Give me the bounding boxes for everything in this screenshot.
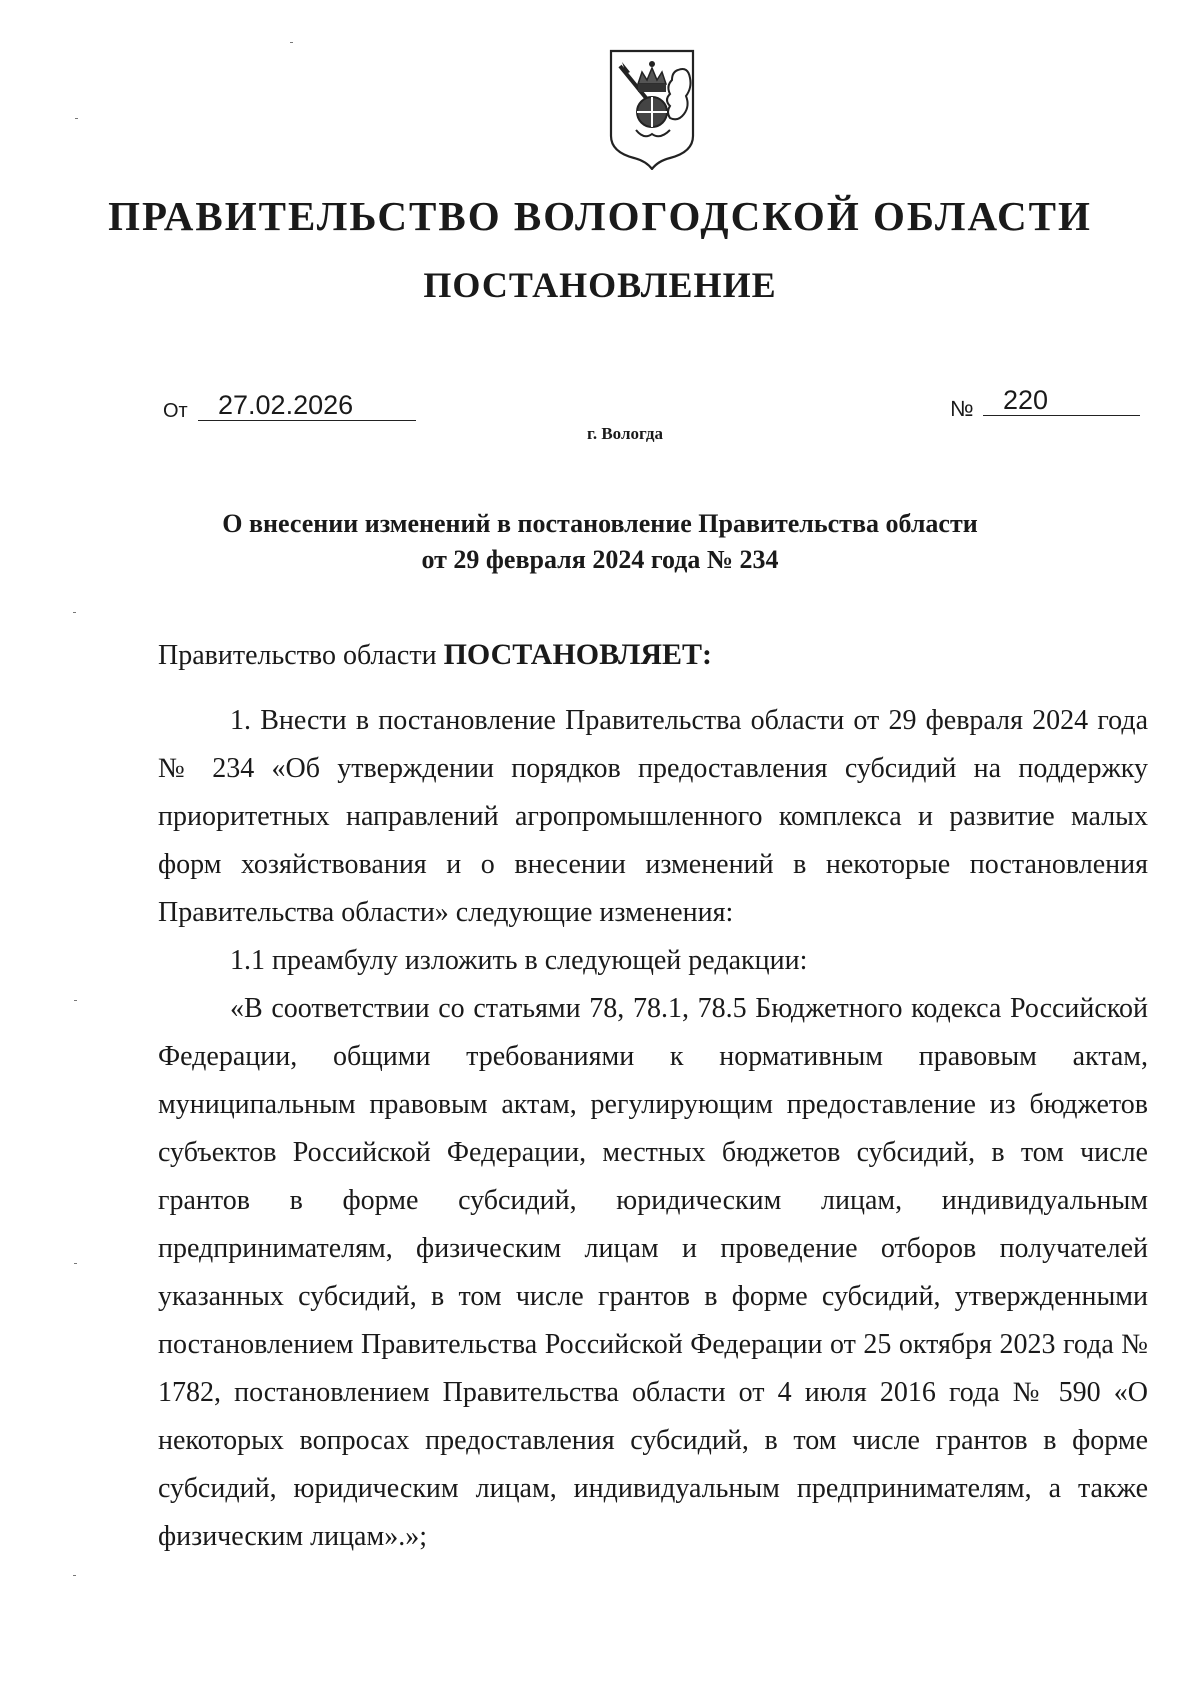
scan-mark [74,1000,77,1001]
scan-mark [74,1263,77,1264]
scan-mark [290,42,293,43]
subject-line-1: О внесении изменений в постановление Правительства области [222,509,978,538]
document-body [158,697,1148,1561]
document-subject [0,506,1200,578]
date-label: От [163,400,188,422]
city: г. Вологда [587,424,663,443]
document-date: 27.02.2026 [198,390,416,421]
vologda-coat-of-arms-icon [608,48,696,170]
paragraph-2: 1.1 преамбулу изложить в следующей редакции: [230,945,808,976]
subject-line-2: от 29 февраля 2024 года № 234 [421,545,779,574]
preamble [158,635,712,676]
preamble-text: Правительство области [158,640,437,671]
paragraph-3: «В соответствии со статьями 78, 78.1, 78.5 Бюджетного кодекса Российской Федерации, общими требованиями к нормативным правовым актам, муниципальным правовым актам, регулирующим предоставление из бюджетов субъектов Российской Федерации, местных бюджетов субсидий, в том числе грантов в форме субсидий, юридическим лицам, индивидуальным предпринимателям, физическим лицам и проведение отборов получателей указанных субсидий, в том числе грантов в форме субсидий, утвержденными постановлением Правительства Российской Федерации от 25 октября 2023 года № 1782, постановлением Правительства области от 4 июля 2016 года № 590 «О некоторых вопросах предоставления субсидий, в том числе грантов в форме субсидий, юридическим лицам, индивидуальным предпринимателям, а также физическим лицам».»; [158,993,1148,1552]
paragraph-1: 1. Внести в постановление Правительства области от 29 февраля 2024 года № 234 «Об утверждении порядков предоставления субсидий на поддержку приоритетных направлений агропромышленного комплекса и развитие малых форм хозяйствования и о внесении изменений в некоторые постановления Правительства области» следующие изменения: [158,705,1148,928]
government-title: ПРАВИТЕЛЬСТВО ВОЛОГОДСКОЙ ОБЛАСТИ [108,193,1092,239]
number-label: № [950,396,974,421]
scan-mark [73,1575,76,1576]
document-number: 220 [983,385,1140,416]
document-type: ПОСТАНОВЛЕНИЕ [423,265,777,305]
preamble-keyword: ПОСТАНОВЛЯЕТ: [443,638,713,671]
scan-mark [73,612,76,613]
scan-mark [75,118,78,119]
